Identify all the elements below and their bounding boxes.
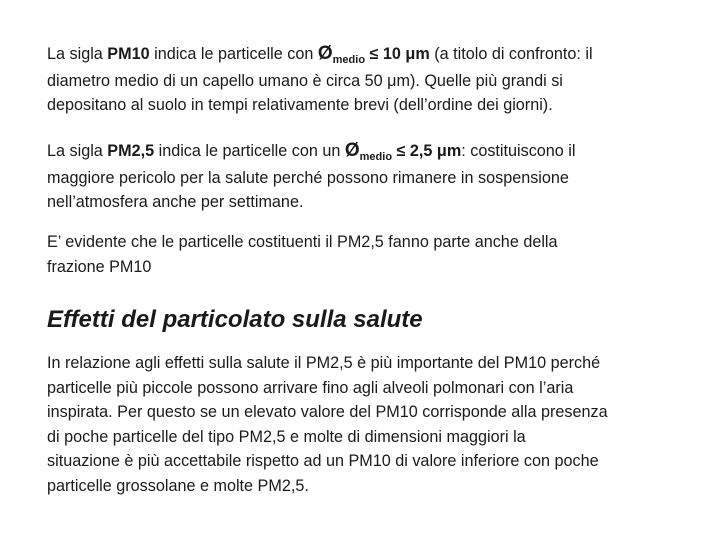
pm25-text: indica le particelle con un bbox=[154, 142, 345, 160]
pm10-rest: (a titolo di confronto: il bbox=[429, 45, 593, 63]
paragraph-pm10-line-3: depositano al suolo in tempi relativamente brevi (dell’ordine dei giorni). bbox=[47, 96, 553, 114]
pm25-prefix: La sigla bbox=[47, 142, 108, 160]
pm10-term: PM10 bbox=[107, 45, 150, 63]
pm10-condition: ≤ 10 μm bbox=[365, 45, 430, 63]
pm10-text: indica le particelle con bbox=[149, 45, 318, 63]
diameter-subscript: medio bbox=[332, 54, 366, 66]
paragraph-pm25-line-1 bbox=[47, 139, 687, 166]
paragraph-effects-line: inspirata. Per questo se un elevato valore del PM10 corrisponde alla presenza bbox=[47, 403, 608, 421]
paragraph-pm25-line-3: nell’atmosfera anche per settimane. bbox=[47, 193, 304, 211]
paragraph-effects-line: particelle grossolane e molte PM2,5. bbox=[47, 476, 309, 495]
pm25-condition: ≤ 2,5 μm bbox=[392, 142, 462, 160]
paragraph-pm10-line-2: diametro medio di un capello umano è circa 50 μm). Quelle più grandi si bbox=[47, 71, 563, 90]
paragraph-effects bbox=[47, 351, 687, 498]
paragraph-effects-line: situazione è più accettabile rispetto ad un PM10 di valore inferiore con poche bbox=[47, 452, 599, 470]
paragraph-fraction bbox=[47, 230, 687, 279]
paragraph-fraction-line-2: frazione PM10 bbox=[47, 257, 152, 276]
paragraph-fraction-line-1: E’ evidente che le particelle costituenti il PM2,5 fanno parte anche della bbox=[47, 233, 558, 251]
paragraph-effects-line: In relazione agli effetti sulla salute il PM2,5 è più importante del PM10 perché bbox=[47, 354, 601, 372]
pm25-term: PM2,5 bbox=[107, 142, 155, 160]
paragraph-effects-line: particelle più piccole possono arrivare fino agli alveoli polmonari con l’aria bbox=[47, 378, 574, 397]
pm25-rest: : costituiscono il bbox=[461, 142, 576, 160]
paragraph-pm25 bbox=[47, 139, 687, 215]
paragraph-effects-line: di poche particelle del tipo PM2,5 e molte di dimensioni maggiori la bbox=[47, 427, 526, 446]
paragraph-pm10 bbox=[47, 42, 687, 118]
diameter-symbol: Ø bbox=[344, 140, 360, 161]
pm10-prefix: La sigla bbox=[47, 45, 108, 63]
diameter-subscript: medio bbox=[359, 151, 393, 163]
paragraph-pm25-line-2: maggiore pericolo per la salute perché possono rimanere in sospensione bbox=[47, 168, 569, 187]
diameter-symbol: Ø bbox=[317, 43, 333, 64]
paragraph-pm10-line-1 bbox=[47, 42, 687, 69]
section-heading: Effetti del particolato sulla salute bbox=[47, 306, 423, 333]
